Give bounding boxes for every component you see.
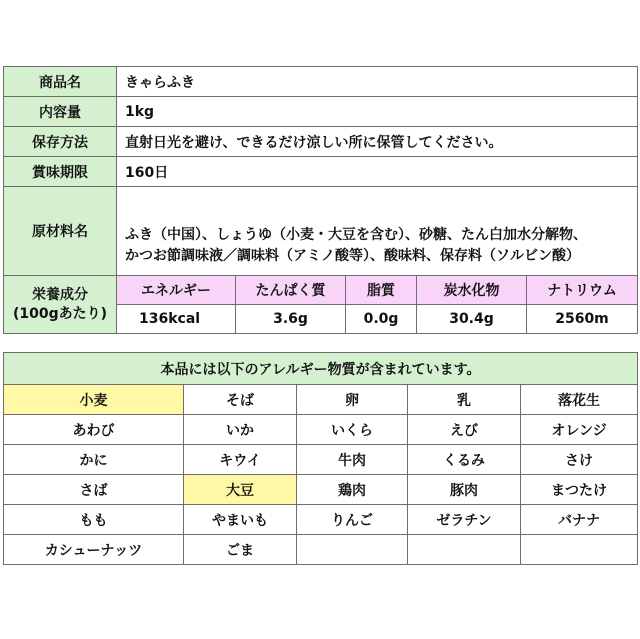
product-name-row	[4, 67, 638, 97]
allergen-grid	[4, 385, 638, 565]
allergen-row	[4, 475, 638, 505]
allergen-cell	[521, 535, 638, 565]
nutrition-value-fat: 0.0g	[346, 305, 417, 334]
nutrition-label-line-1: 栄養成分	[32, 286, 88, 303]
allergen-cell: キウイ	[184, 445, 297, 475]
allergen-cell	[408, 535, 521, 565]
allergen-cell: いか	[184, 415, 297, 445]
nutrition-value-sodium: 2560m	[527, 305, 638, 334]
expiry-row	[4, 157, 638, 187]
allergen-cell: えび	[408, 415, 521, 445]
nutrition-header-carbohydrate: 炭水化物	[417, 276, 527, 305]
allergen-cell: 落花生	[521, 385, 638, 415]
allergen-cell: カシューナッツ	[4, 535, 184, 565]
product-name-value: きゃらふき	[117, 67, 638, 97]
allergen-row	[4, 385, 638, 415]
allergen-cell: 豚肉	[408, 475, 521, 505]
allergen-cell: さば	[4, 475, 184, 505]
nutrition-header-row	[4, 276, 638, 305]
nutrition-header-sodium: ナトリウム	[527, 276, 638, 305]
content-label: 内容量	[4, 97, 117, 127]
allergen-cell: 卵	[297, 385, 408, 415]
allergen-row	[4, 505, 638, 535]
nutrition-value-protein: 3.6g	[236, 305, 346, 334]
allergen-row	[4, 535, 638, 565]
expiry-value: 160日	[117, 157, 638, 187]
allergen-cell: 牛肉	[297, 445, 408, 475]
ingredients-line-2: かつお節調味液／調味料（アミノ酸等）、酸味料、保存料（ソルビン酸）	[125, 248, 580, 264]
allergen-cell: 鶏肉	[297, 475, 408, 505]
expiry-label: 賞味期限	[4, 157, 117, 187]
allergen-cell: バナナ	[521, 505, 638, 535]
allergen-row	[4, 415, 638, 445]
nutrition-label	[4, 276, 117, 334]
nutrition-header-fat: 脂質	[346, 276, 417, 305]
allergen-cell: もも	[4, 505, 184, 535]
product-name-label: 商品名	[4, 67, 117, 97]
allergen-cell: りんご	[297, 505, 408, 535]
allergen-cell	[297, 535, 408, 565]
ingredients-value	[117, 187, 638, 276]
storage-label: 保存方法	[4, 127, 117, 157]
allergen-header-row	[4, 353, 638, 385]
ingredients-row	[4, 187, 638, 276]
allergen-cell: オレンジ	[521, 415, 638, 445]
allergen-cell: さけ	[521, 445, 638, 475]
nutrition-value-carbohydrate: 30.4g	[417, 305, 527, 334]
allergen-cell: 小麦	[4, 385, 184, 415]
nutrition-label-line-2: (100gあたり)	[12, 305, 108, 322]
allergen-cell: かに	[4, 445, 184, 475]
allergen-cell: そば	[184, 385, 297, 415]
allergen-cell: ごま	[184, 535, 297, 565]
allergen-cell: まつたけ	[521, 475, 638, 505]
allergen-cell: やまいも	[184, 505, 297, 535]
allergen-cell: あわび	[4, 415, 184, 445]
nutrition-header-protein: たんぱく質	[236, 276, 346, 305]
ingredients-line-1: ふき（中国）、しょうゆ（小麦・大豆を含む）、砂糖、たん白加水分解物、	[125, 227, 587, 243]
allergen-cell: いくら	[297, 415, 408, 445]
content-row	[4, 97, 638, 127]
allergen-row	[4, 445, 638, 475]
nutrition-header-energy: エネルギー	[117, 276, 236, 305]
product-info-table	[3, 66, 638, 334]
nutrition-value-energy: 136kcal	[117, 305, 236, 334]
content-value: 1kg	[117, 97, 638, 127]
ingredients-label: 原材料名	[4, 187, 117, 276]
allergen-cell: 大豆	[184, 475, 297, 505]
allergen-cell: 乳	[408, 385, 521, 415]
storage-value: 直射日光を避け、できるだけ涼しい所に保管してください。	[117, 127, 638, 157]
allergen-header: 本品には以下のアレルギー物質が含まれています。	[4, 353, 638, 385]
allergen-table	[3, 352, 638, 565]
allergen-cell: くるみ	[408, 445, 521, 475]
storage-row	[4, 127, 638, 157]
allergen-cell: ゼラチン	[408, 505, 521, 535]
